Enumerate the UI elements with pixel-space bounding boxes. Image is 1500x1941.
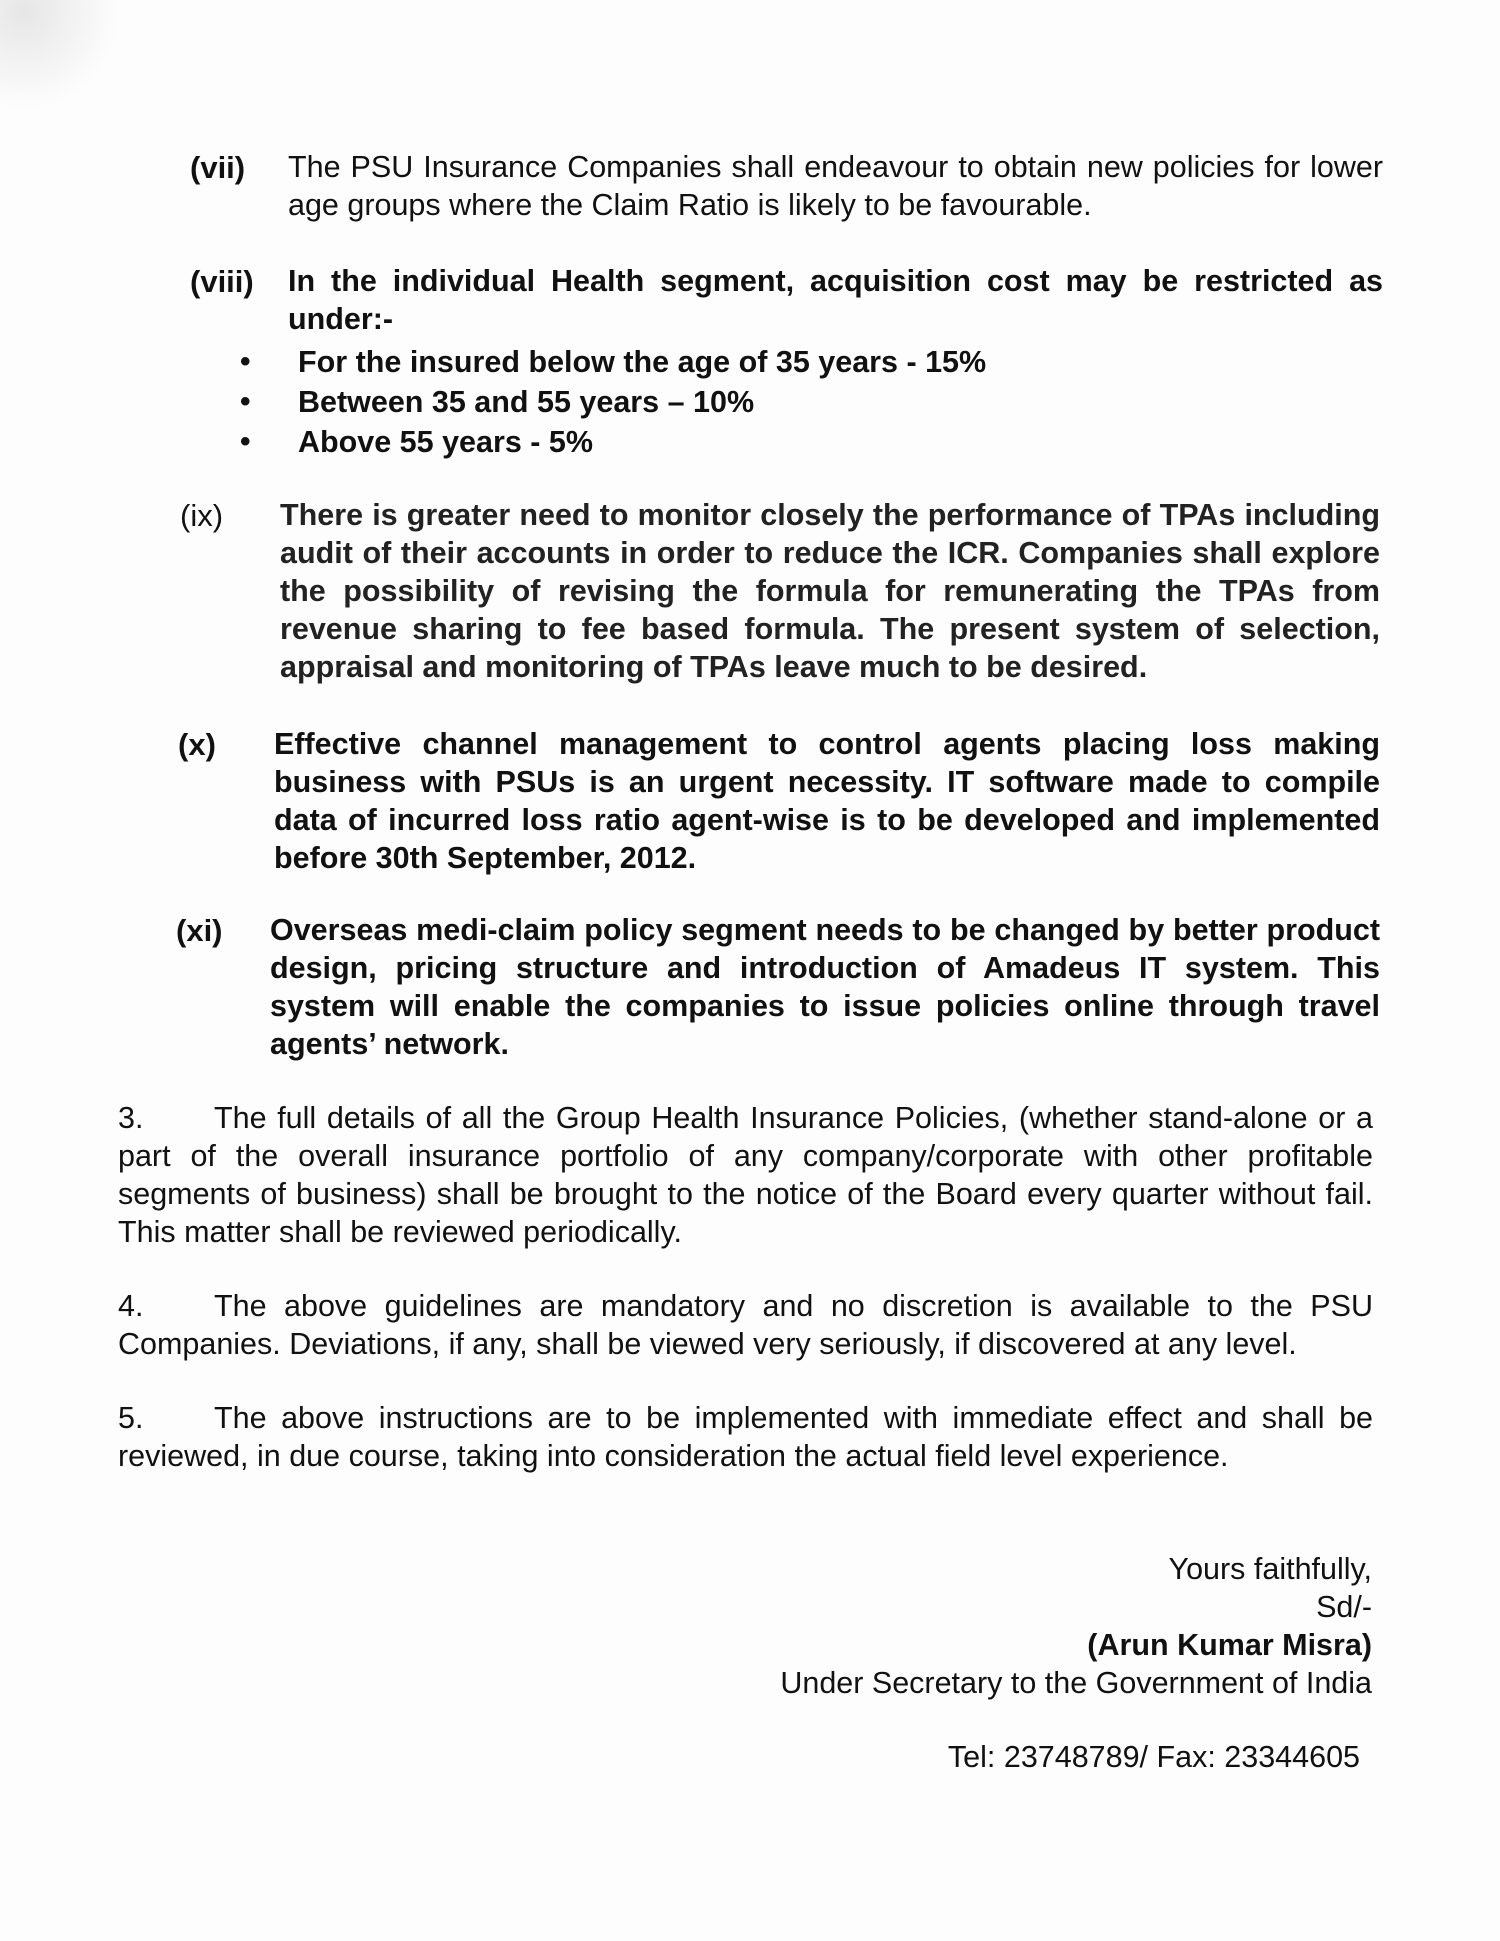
paragraph-text: The full details of all the Group Health Insurance Policies, (whether stand-alone or a part of the overall insurance portfolio of any company/corporate with other profitable segments of business) shall be brought to the notice of the Board every quarter without fail. This matter shall be reviewed periodically. — [118, 1101, 1373, 1249]
acquisition-cost-list — [240, 342, 1340, 462]
paragraph-5 — [118, 1399, 1373, 1475]
scan-smudge — [0, 0, 120, 110]
contact-line: Tel: 23748789/ Fax: 23344605 — [947, 1740, 1360, 1774]
item-number-ix: (ix) — [180, 498, 224, 533]
paragraph-number: 5. — [118, 1401, 144, 1435]
item-text-vii: The PSU Insurance Companies shall endeavour to obtain new policies for lower age groups where the Claim Ratio is likely to be favourable. — [288, 150, 1383, 222]
item-number-x: (x) — [178, 727, 216, 762]
signature-block — [780, 1550, 1372, 1702]
item-number-viii: (viii) — [190, 264, 254, 299]
item-text-xi: Overseas medi-claim policy segment needs to be changed by better product design, pricing structure and introduction of Amadeus IT system. This system will enable the companies to issue policies online through travel agents’ network. — [270, 913, 1380, 1061]
paragraph-4 — [118, 1287, 1373, 1363]
signed-mark: Sd/- — [1316, 1590, 1372, 1624]
item-number-xi: (xi) — [176, 913, 223, 948]
item-text-ix: There is greater need to monitor closely the performance of TPAs including audit of their accounts in order to reduce the ICR. Companies shall explore the possibility of revising the formula for remunerating the TPAs from revenue sharing to fee based formula. The present system of selection, appraisal and monitoring of TPAs leave much to be desired. — [280, 498, 1380, 684]
bullet-item: • Above 55 years - 5% — [240, 422, 1340, 462]
paragraph-3 — [118, 1099, 1373, 1251]
paragraph-text: The above instructions are to be implemented with immediate effect and shall be reviewed, in due course, taking into consideration the actual field level experience. — [118, 1401, 1373, 1473]
paragraph-text: The above guidelines are mandatory and no discretion is available to the PSU Companies. Deviations, if any, shall be viewed very seriously, if discovered at any level. — [118, 1289, 1373, 1361]
item-number-vii: (vii) — [190, 150, 246, 185]
paragraph-number: 3. — [118, 1101, 144, 1135]
bullet-item: • For the insured below the age of 35 years - 15% — [240, 342, 1340, 382]
item-text-viii: In the individual Health segment, acquisition cost may be restricted as under:- — [288, 264, 1383, 336]
paragraph-number: 4. — [118, 1289, 144, 1323]
signatory-name: (Arun Kumar Misra) — [1087, 1628, 1372, 1662]
signatory-designation: Under Secretary to the Government of India — [780, 1666, 1372, 1700]
item-text-x: Effective channel management to control agents placing loss making business with PSUs is an urgent necessity. IT software made to compile data of incurred loss ratio agent-wise is to be developed and implemented before 30th September, 2012. — [274, 727, 1380, 875]
bullet-item: • Between 35 and 55 years – 10% — [240, 382, 1340, 422]
closing: Yours faithfully, — [1168, 1552, 1372, 1586]
